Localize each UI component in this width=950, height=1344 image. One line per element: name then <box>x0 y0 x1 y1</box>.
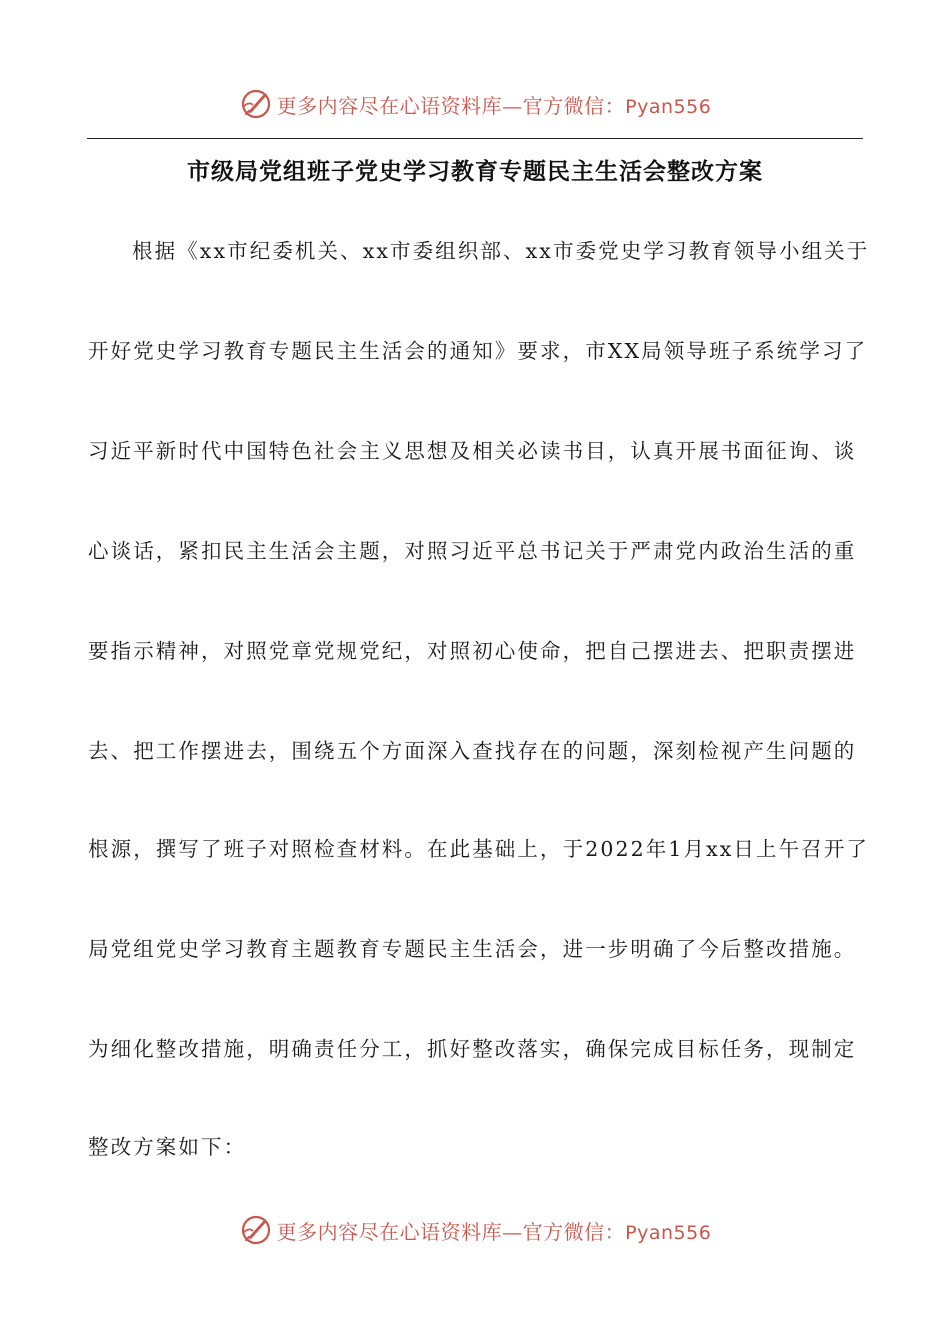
body-line: 局党组党史学习教育主题教育专题民主生活会，进一步明确了今后整改措施。 <box>88 937 857 961</box>
body-line: 根源，撰写了班子对照检查材料。在此基础上，于2022年1月xx日上午召开了 <box>88 837 870 861</box>
body-line: 根据《xx市纪委机关、xx市委组织部、xx市委党史学习教育领导小组关于 <box>132 239 870 263</box>
quill-logo-icon <box>239 87 273 121</box>
body-line: 去、把工作摆进去，围绕五个方面深入查找存在的问题，深刻检视产生问题的 <box>88 739 857 763</box>
body-line: 心谈话，紧扣民主生活会主题，对照习近平总书记关于严肃党内政治生活的重 <box>88 539 857 563</box>
body-line: 习近平新时代中国特色社会主义思想及相关必读书目，认真开展书面征询、谈 <box>88 439 857 463</box>
header-watermark <box>0 84 950 124</box>
watermark-text <box>277 1216 712 1245</box>
header-divider <box>87 138 863 139</box>
quill-logo-icon <box>239 1213 273 1247</box>
watermark-handle: Pyan556 <box>625 95 712 118</box>
watermark-text <box>277 90 712 119</box>
watermark-handle: Pyan556 <box>625 1221 712 1244</box>
body-line: 要指示精神，对照党章党规党纪，对照初心使命，把自己摆进去、把职责摆进 <box>88 639 857 663</box>
body-line: 开好党史学习教育专题民主生活会的通知》要求，市XX局领导班子系统学习了 <box>88 339 868 363</box>
footer-watermark <box>0 1210 950 1250</box>
body-line: 整改方案如下： <box>88 1135 247 1159</box>
watermark-label: 更多内容尽在心语资料库—官方微信： <box>276 93 626 118</box>
document-title: 市级局党组班子党史学习教育专题民主生活会整改方案 <box>187 158 763 185</box>
body-line: 为细化整改措施，明确责任分工，抓好整改落实，确保完成目标任务，现制定 <box>88 1037 857 1061</box>
watermark-label: 更多内容尽在心语资料库—官方微信： <box>276 1219 626 1244</box>
